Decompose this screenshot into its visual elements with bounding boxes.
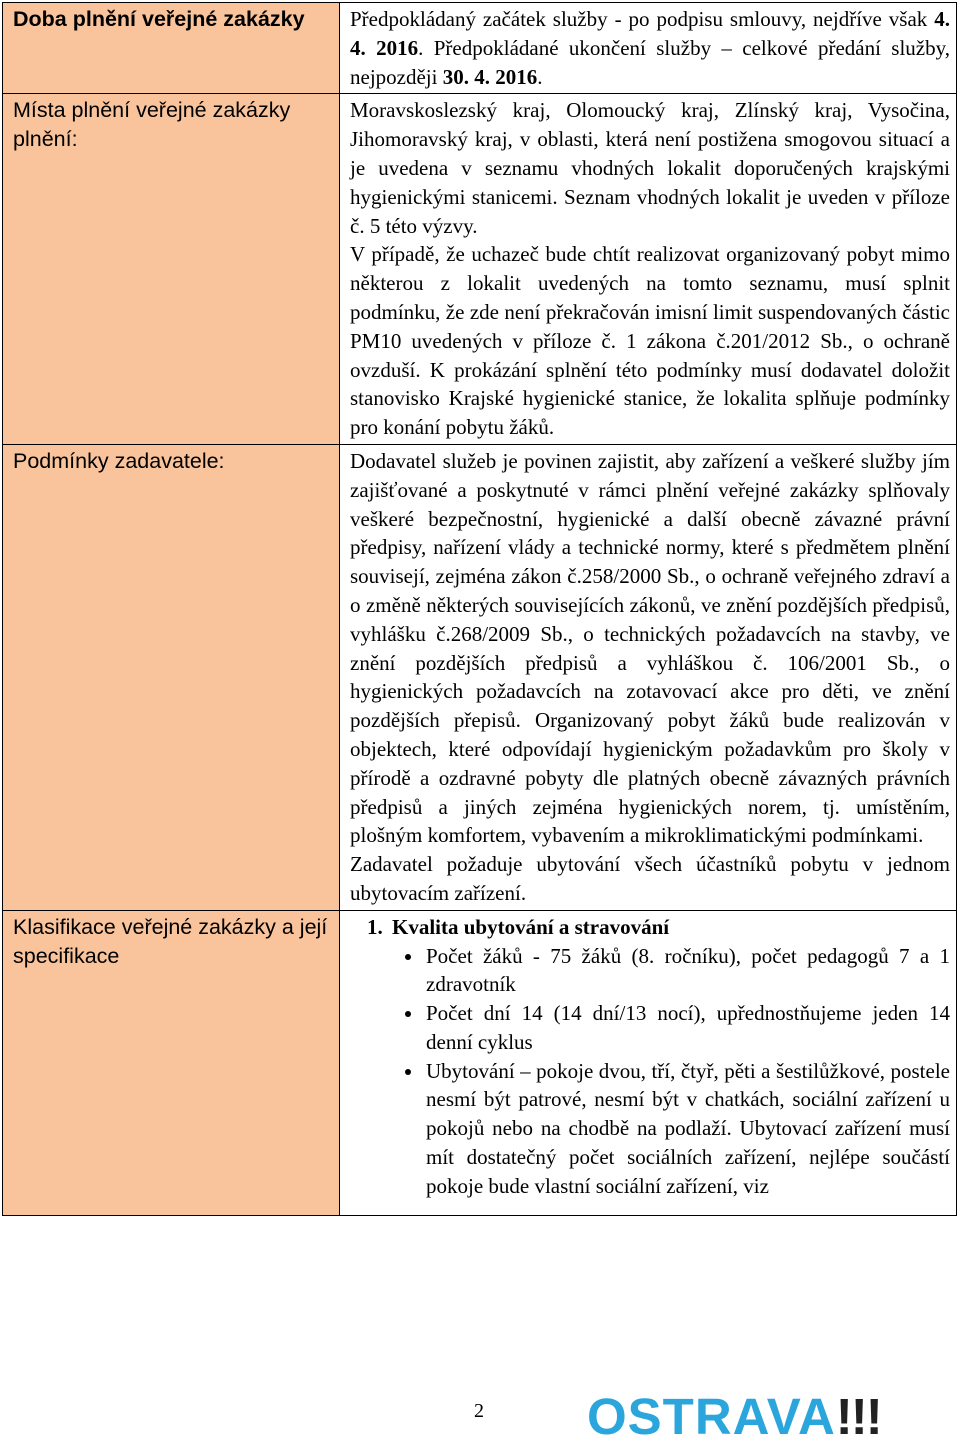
list-item: • Počet žáků - 75 žáků (8. ročníku), počet pedagogů 7 a 1 zdravotník	[424, 942, 950, 1000]
paragraph: Moravskoslezský kraj, Olomoucký kraj, Zlínský kraj, Vysočina, Jihomoravský kraj, v oblasti, která není postižena smogovou situací a je uvedena v seznamu vhodných lokalit doporučených krajskými hygienickými stanicemi. Seznam vhodných lokalit je uveden v příloze č. 5 této výzvy.	[350, 98, 950, 238]
list-heading: 1. Kvalita ubytování a stravování	[388, 913, 950, 942]
table-row	[3, 3, 957, 94]
row-value-cell	[340, 94, 957, 445]
paragraph: V případě, že uchazeč bude chtít realizovat organizovaný pobyt mimo některou z lokalit uvedených na tomto seznamu, musí splnit podmínku, že zde není překračován imisní limit suspendovaných částic PM10 uvedených v příloze č. 1 zákona č.201/2012 Sb., o ochraně ovzduší. K prokázání splnění této podmínky musí dodavatel doložit stanovisko Krajské hygienické stanice, že lokalita splňuje podmínky pro konání pobytu žáků.	[350, 242, 950, 440]
bullet-list	[350, 942, 950, 1201]
row-label-cell	[3, 444, 340, 910]
specification-table	[2, 2, 957, 1216]
table-row	[3, 444, 957, 910]
list-item: • Ubytování – pokoje dvou, tří, čtyř, pěti a šestilůžkové, postele nesmí být patrové, nesmí být v chatkách, sociální zařízení u pokojů nebo na chodbě na podlaží. Ubytovací zařízení musí mít dostatečný počet sociálních zařízení, nejlépe součástí pokoje bude vlastní sociální zařízení, viz	[424, 1057, 950, 1201]
row-value-cell	[340, 910, 957, 1215]
row-label: Místa plnění veřejné zakázky plnění:	[13, 98, 291, 152]
ostrava-logo	[587, 1388, 881, 1445]
row-label: Podmínky zadavatele:	[13, 448, 225, 473]
row-value-cell	[340, 3, 957, 94]
table-row	[3, 910, 957, 1215]
row-label-cell	[3, 3, 340, 94]
paragraph: Zadavatel požaduje ubytování všech účastníků pobytu v jednom ubytovacím zařízení.	[350, 852, 950, 905]
row-label: Doba plnění veřejné zakázky	[13, 7, 305, 31]
row-label-cell	[3, 910, 340, 1215]
row-value-cell	[340, 444, 957, 910]
page-number: 2	[474, 1400, 484, 1422]
logo-text: OSTRAVA	[587, 1388, 836, 1445]
row-value: Předpokládaný začátek služby - po podpisu smlouvy, nejdříve však 4. 4. 2016. Předpokládané ukončení služby – celkové předání služby, nejpozději 30. 4. 2016.	[350, 7, 951, 89]
logo-suffix: !!!	[835, 1388, 881, 1445]
paragraph: Dodavatel služeb je povinen zajistit, aby zařízení a veškeré služby jím zajišťované a poskytnuté v rámci plnění veřejné zakázky splňovaly veškeré bezpečnostní, hygienické a další obecně závazné právní předpisy, nařízení vlády a technické normy, které s předmětem plnění souvisejí, zejména zákon č.258/2000 Sb., o ochraně veřejného zdraví a o změně některých souvisejících zákonů, ve znění pozdějších předpisů, vyhlášku č.268/2009 Sb., o technických požadavcích na stavby, ve znění pozdějších předpisů a vyhláškou č. 106/2001 Sb., o hygienických požadavcích na zotavovací akce pro děti, ve znění pozdějších přepisů. Organizovaný pobyt žáků bude realizován v objektech, které odpovídají hygienickým požadavkům pro školy v přírodě a ozdravné pobyty dle platných obecně závazných právních předpisů a jiných zejména hygienických norem, tj. umístěním, plošným komfortem, vybavením a mikroklimatickými podmínkami.	[350, 448, 950, 848]
row-label: Klasifikace veřejné zakázky a její specifikace	[13, 914, 328, 968]
list-item: • Počet dní 14 (14 dní/13 nocí), upřednostňujeme jeden 14 denní cyklus	[424, 999, 950, 1057]
table-row	[3, 94, 957, 445]
row-label-cell	[3, 94, 340, 445]
numbered-list	[350, 913, 950, 942]
